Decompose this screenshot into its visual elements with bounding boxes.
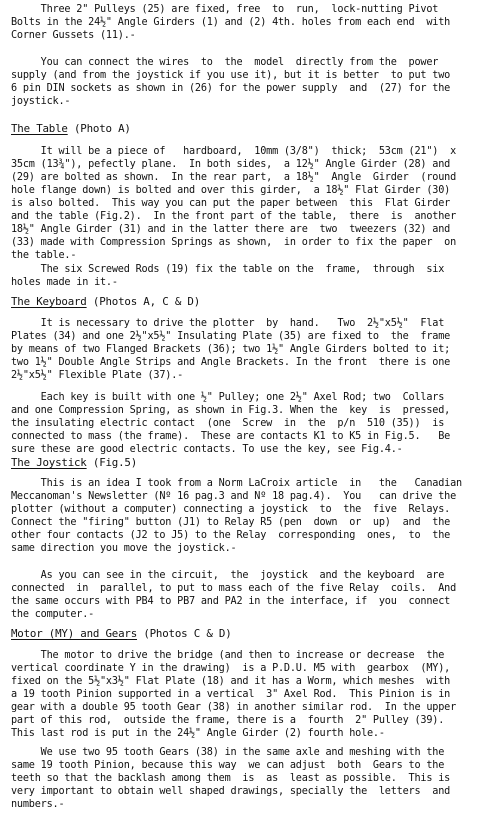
heading-joystick: [11, 456, 491, 469]
text-line: part of this rod, outside the frame, there is a fourth 2" Pulley (39).: [11, 715, 445, 726]
text-line: connected to mass (the frame). These are contacts K1 to K5 in Fig.5. Be: [11, 431, 451, 442]
text-line: 2½"x5½" Flexible Plate (37).-: [11, 370, 184, 381]
text-line: gear with a double 95 tooth Gear (38) in another similar rod. In the upper: [11, 702, 457, 713]
text-line: and the table (Fig.2). In the front part of the table, there is another: [11, 211, 457, 222]
heading-motor-ref: (Photos C & D): [137, 627, 232, 640]
text-line: It is necessary to drive the plotter by hand. Two 2½"x5½" Flat: [11, 318, 445, 329]
text-line: Connect the "firing" button (J1) to Relay R5 (pen down or up) and the: [11, 517, 451, 528]
text-line: the insulating electric contact (one Screw in the p/n 510 (35)) is: [11, 418, 445, 429]
text-line: numbers.-: [11, 799, 65, 810]
text-line: 6 pin DIN sockets as shown in (26) for the power supply and (27) for the: [11, 83, 451, 94]
paragraph-circuit: [11, 569, 491, 621]
heading-keyboard-title: The Keyboard: [11, 295, 87, 308]
text-line: other four contacts (J2 to J5) to the Relay corresponding ones, to the: [11, 530, 451, 541]
text-line: holes made in it.-: [11, 277, 118, 288]
text-line: fixed on the 5½"x3½" Flat Plate (18) and it has a Worm, which meshes with: [11, 676, 451, 687]
text-line: (29) are bolted as shown. In the rear part, a 18½" Angle Girder (round: [11, 172, 457, 183]
text-line: Corner Gussets (11).-: [11, 30, 136, 41]
text-line: (33) made with Compression Springs as shown, in order to fix the paper on: [11, 237, 457, 248]
text-line: It will be a piece of hardboard, 10mm (3/8") thick; 53cm (21") x: [11, 146, 457, 157]
paragraph-gears: [11, 746, 491, 811]
text-line: Plates (34) and one 2½"x5½" Insulating Plate (35) are fixed to the frame: [11, 331, 451, 342]
text-line: We use two 95 tooth Gears (38) in the same axle and meshing with the: [11, 747, 445, 758]
text-line: plotter (without a computer) connecting a joystick to the five Relays.: [11, 504, 451, 515]
text-line: and one Compression Spring, as shown in Fig.3. When the key is pressed,: [11, 405, 451, 416]
paragraph-screwed-rods: [11, 263, 491, 289]
text-line: joystick.-: [11, 96, 71, 107]
heading-joystick-ref: (Fig.5): [86, 456, 138, 469]
paragraph-wires: [11, 56, 491, 108]
text-line: This last rod is put in the 24½" Angle Girder (2) fourth hole.-: [11, 728, 385, 739]
paragraph-motor: [11, 649, 491, 740]
text-line: the computer.-: [11, 609, 95, 620]
text-line: teeth so that the backlash among them is as least as possible. This is: [11, 773, 451, 784]
text-line: 35cm (13¾"), pefectly plane. In both sides, a 12½" Angle Girder (28) and: [11, 159, 451, 170]
text-line: Each key is built with one ½" Pulley; one 2½" Axel Rod; two Collars: [11, 392, 445, 403]
text-line: The motor to drive the bridge (and then to increase or decrease the: [11, 650, 445, 661]
heading-keyboard-ref: (Photos A, C & D): [86, 295, 201, 308]
paragraph-keyboard: [11, 317, 491, 382]
text-line: hole flange down) is bolted and over this girder, a 18½" Flat Girder (30): [11, 185, 451, 196]
heading-joystick-title: The Joystick: [11, 456, 87, 469]
text-line: two 1½" Double Angle Strips and Angle Brackets. In the front there is one: [11, 357, 451, 368]
text-line: Three 2" Pulleys (25) are fixed, free to run, lock-nutting Pivot: [11, 4, 439, 15]
text-line: same direction you move the joystick.-: [11, 543, 237, 554]
text-line: sure these are good electric contacts. To use the key, see Fig.4.-: [11, 444, 403, 455]
paragraph-table: [11, 145, 491, 262]
text-line: supply (and from the joystick if you use it), but it is better to put two: [11, 70, 451, 81]
text-line: connected in parallel, to put to mass each of the five Relay coils. And: [11, 583, 457, 594]
heading-table: [11, 122, 491, 135]
heading-motor: [11, 627, 491, 640]
text-line: 18½" Angle Girder (31) and in the latter there are two tweezers (32) and: [11, 224, 451, 235]
heading-motor-title: Motor (MY) and Gears: [11, 627, 138, 640]
text-line: same 19 tooth Pinion, because this way we can adjust both Gears to the: [11, 760, 445, 771]
heading-table-title: The Table: [11, 122, 68, 135]
heading-table-ref: (Photo A): [67, 122, 131, 135]
paragraph-joystick: [11, 477, 491, 555]
text-line: Meccanoman's Newsletter (Nº 16 pag.3 and Nº 18 pag.4). You can drive the: [11, 491, 457, 502]
text-line: by means of two Flanged Brackets (36); two 1½" Angle Girders bolted to it;: [11, 344, 451, 355]
text-line: As you can see in the circuit, the joystick and the keyboard are: [11, 570, 445, 581]
text-line: is also bolted. This way you can put the paper between this Flat Girder: [11, 198, 451, 209]
text-line: a 19 tooth Pinion supported in a vertical 3" Axel Rod. This Pinion is in: [11, 689, 451, 700]
paragraph-keys: [11, 391, 491, 456]
text-line: Bolts in the 24½" Angle Girders (1) and (2) 4th. holes from each end with: [11, 17, 451, 28]
heading-keyboard: [11, 295, 491, 308]
text-line: the table.-: [11, 250, 77, 261]
text-line: This is an idea I took from a Norm LaCroix article in the Canadian: [11, 478, 462, 489]
paragraph-pulleys: [11, 3, 491, 42]
text-line: The six Screwed Rods (19) fix the table on the frame, through six: [11, 264, 445, 275]
text-line: the same occurs with PB4 to PB7 and PA2 in the interface, if you connect: [11, 596, 451, 607]
text-line: You can connect the wires to the model directly from the power: [11, 57, 439, 68]
text-line: very important to obtain well shaped drawings, specially the letters and: [11, 786, 451, 797]
text-line: vertical coordinate Y in the drawing) is a P.D.U. M5 with gearbox (MY),: [11, 663, 451, 674]
